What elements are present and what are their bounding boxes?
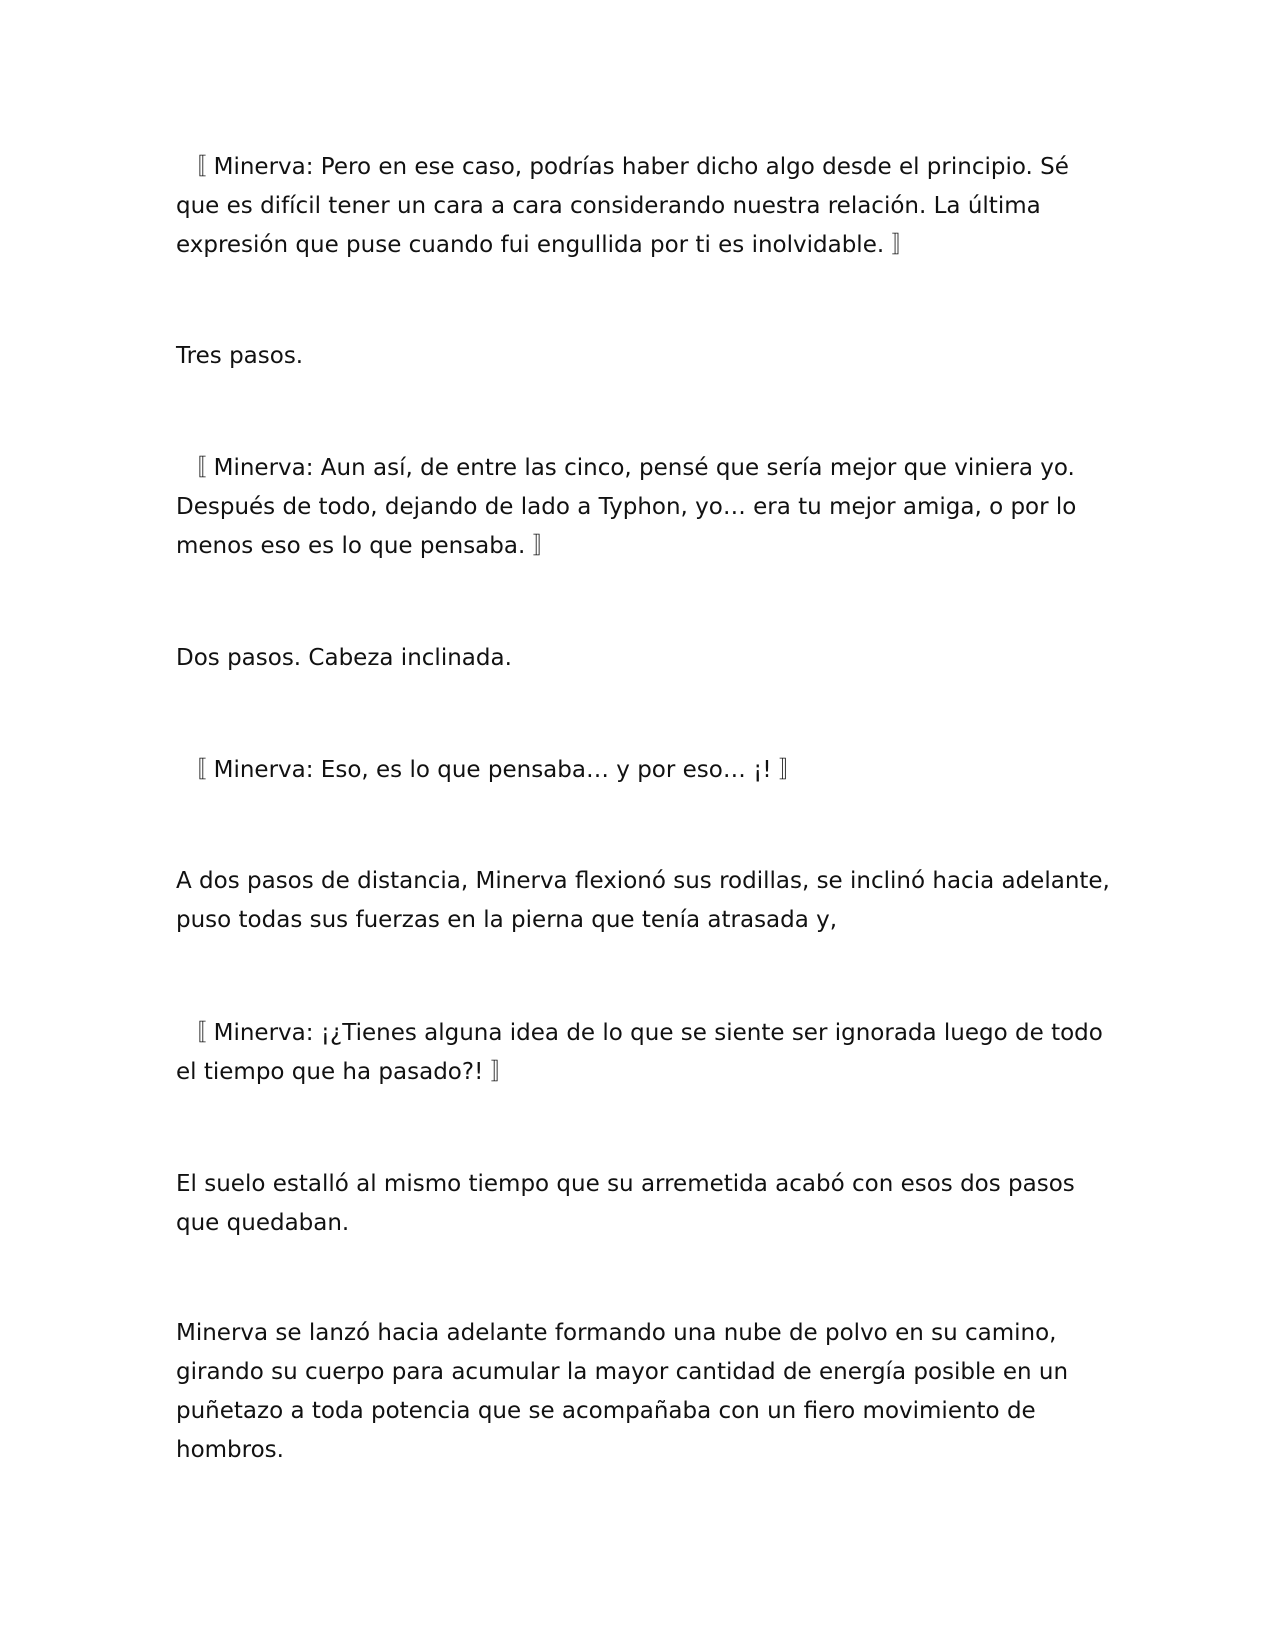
dialogue-paragraph: 〚 Minerva: Aun así, de entre las cinco, pensé que sería mejor que viniera yo. Después de todo, dejando de lado a Typhon, yo… era tu mejor amiga, o por lo menos eso es lo que pensaba. 〛 [176,455,1084,559]
dialogue-paragraph: 〚 Minerva: ¡¿Tienes alguna idea de lo que se siente ser ignorada luego de todo el tiempo que ha pasado?! 〛 [176,1020,1111,1085]
narration-paragraph: A dos pasos de distancia, Minerva flexionó sus rodillas, se inclinó hacia adelante, puso todas sus fuerzas en la pierna que tenía atrasada y, [176,868,1118,933]
narration-paragraph: Minerva se lanzó hacia adelante formando una nube de polvo en su camino, girando su cuerpo para acumular la mayor cantidad de energía posible en un puñetazo a toda potencia que se acompañaba con un fiero movimiento de hombros. [176,1320,1076,1463]
dialogue-paragraph: 〚 Minerva: Eso, es lo que pensaba… y por eso… ¡! 〛 [176,757,802,783]
narration-paragraph: El suelo estalló al mismo tiempo que su arremetida acabó con esos dos pasos que quedaban. [176,1171,1083,1236]
narration-paragraph: Tres pasos. [176,343,304,369]
narration-paragraph: Dos pasos. Cabeza inclinada. [176,645,512,671]
dialogue-paragraph: 〚 Minerva: Pero en ese caso, podrías haber dicho algo desde el principio. Sé que es difícil tener un cara a cara considerando nuestra relación. La última expresión que puse cuando fui engullida por ti es inolvidable. 〛 [176,154,1077,258]
